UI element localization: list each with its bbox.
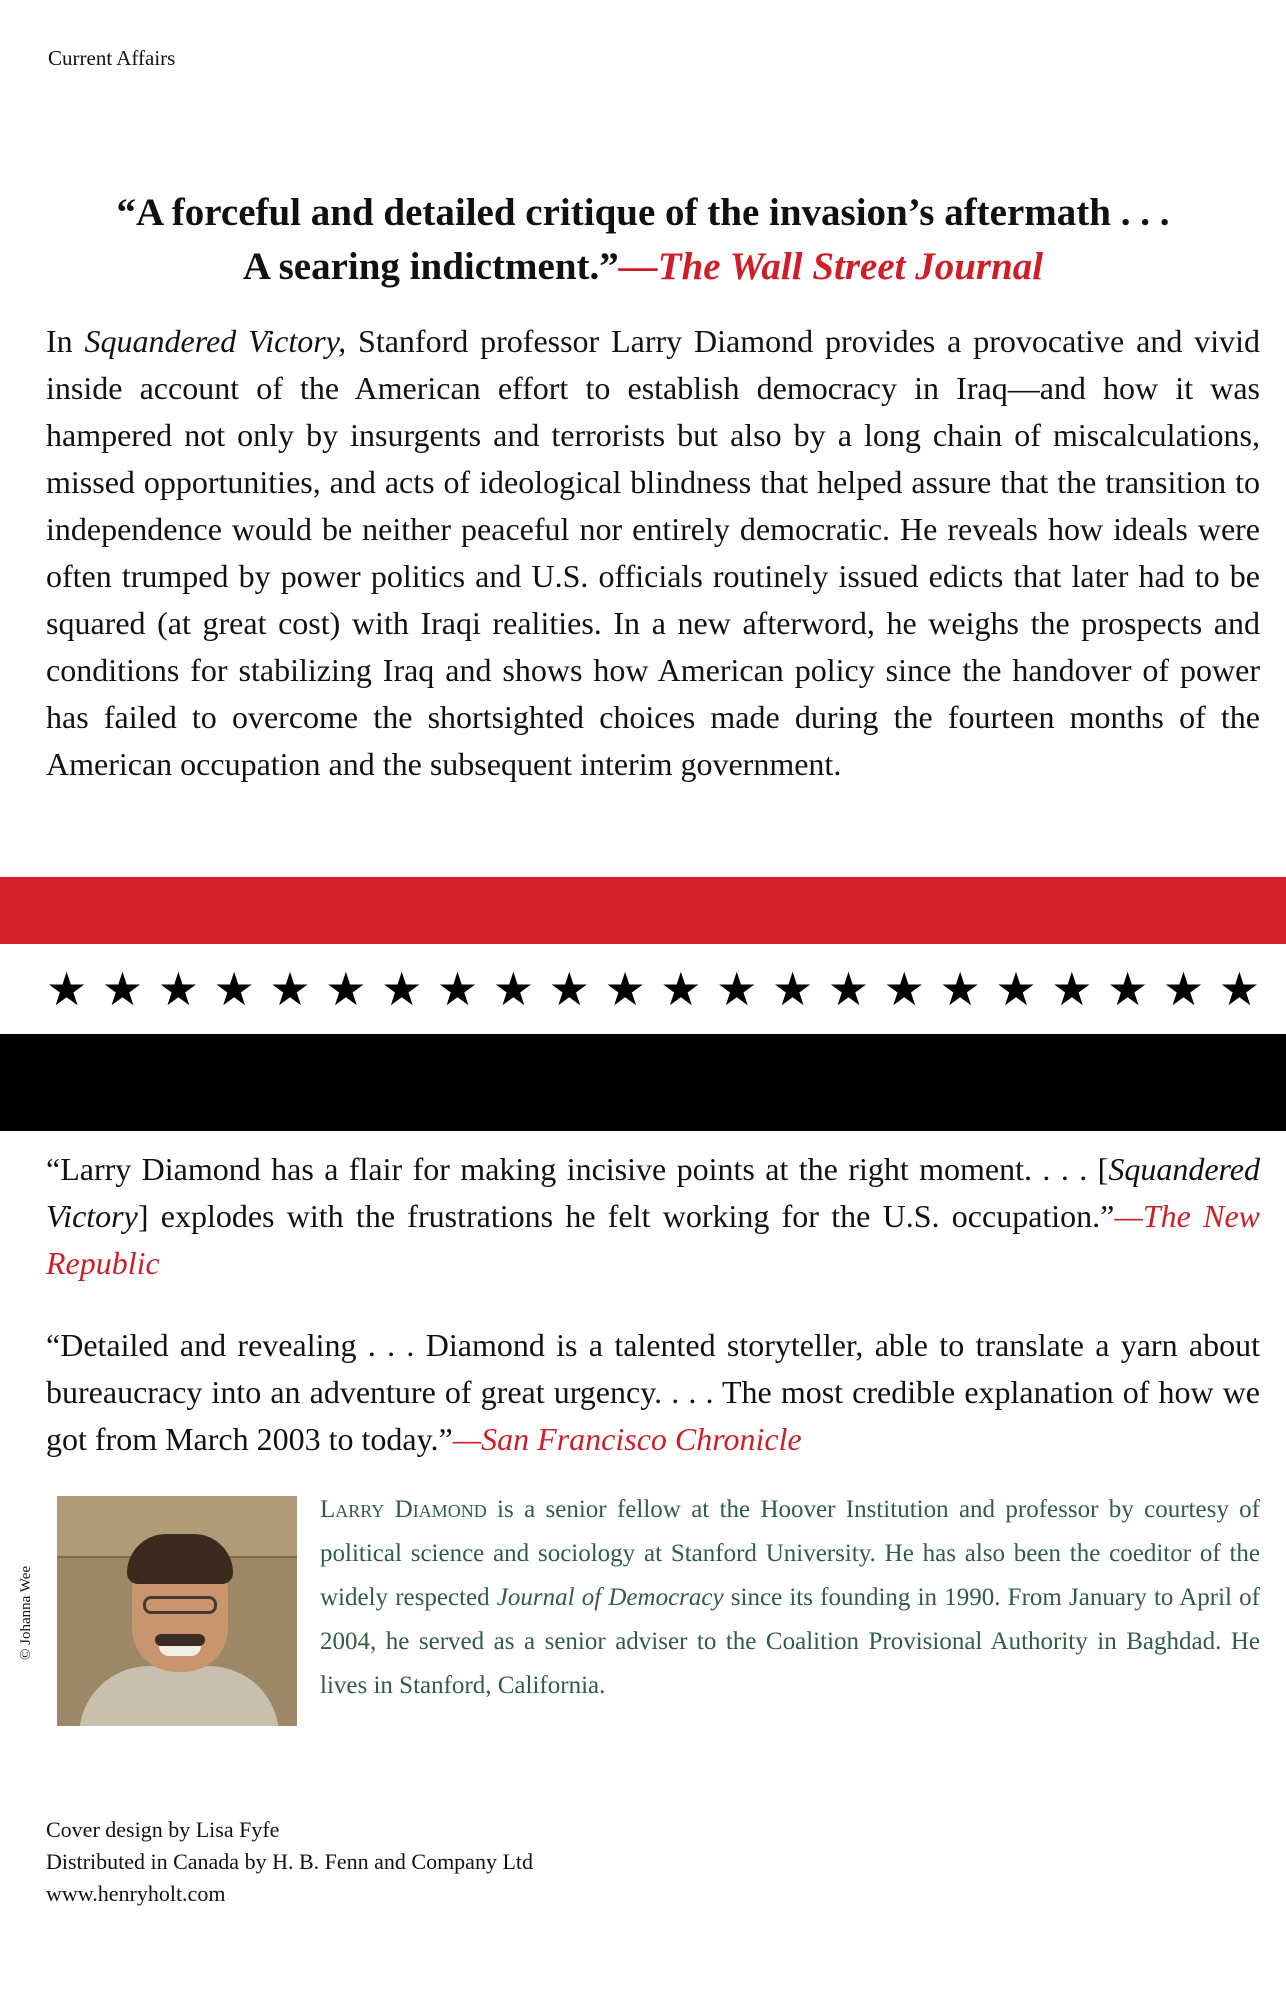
category-label: Current Affairs bbox=[48, 46, 176, 70]
photo-credit: © Johanna Wee bbox=[18, 1565, 34, 1660]
description-lead: In bbox=[46, 323, 85, 359]
bio-text-2: since its founding in 1990. From January to April of 2004, he served as a senior adviser to the Coalition Provisional Authority in Baghdad. He lives in Stanford, California. bbox=[320, 1584, 1260, 1699]
star-icon: ★ bbox=[939, 964, 981, 1015]
red-stripe bbox=[0, 877, 1286, 944]
distribution-credit: Distributed in Canada by H. B. Fenn and Company Ltd bbox=[46, 1849, 533, 1874]
black-stripe bbox=[0, 1034, 1286, 1131]
headline-line-2 bbox=[40, 240, 1246, 294]
star-icon: ★ bbox=[325, 964, 367, 1015]
headline-line-1: “A forceful and detailed critique of the invasion’s aftermath . . . bbox=[116, 191, 1170, 234]
bio-journal-title: Journal of Democracy bbox=[496, 1584, 724, 1611]
star-icon: ★ bbox=[995, 964, 1037, 1015]
review-quote-new-republic bbox=[46, 1146, 1260, 1287]
publisher-website: www.henryholt.com bbox=[46, 1881, 226, 1906]
star-icon: ★ bbox=[1162, 964, 1205, 1015]
quote1-part2: ] explodes with the frustrations he felt working for the U.S. occupation.” bbox=[137, 1198, 1115, 1234]
star-icon: ★ bbox=[436, 964, 479, 1015]
star-icon: ★ bbox=[1107, 964, 1149, 1015]
star-icon: ★ bbox=[492, 964, 534, 1015]
review-quote-sf-chronicle bbox=[46, 1322, 1260, 1463]
star-icon: ★ bbox=[1218, 964, 1260, 1015]
author-bio bbox=[320, 1488, 1260, 1708]
description-text: Stanford professor Larry Diamond provides a provocative and vivid inside account of the American effort to establish democracy in Iraq—and how it was hampered not only by insurgents and terrorists but also by a long chain of miscalculations, missed opportunities, and acts of ideological blindness that helped assure that the transition to independence would be neither peaceful nor entirely democratic. He reveals how ideals were often trumped by power politics and U.S. officials routinely issued edicts that later had to be squared (at great cost) with Iraqi realities. In a new afterword, he weighs the prospects and conditions for stabilizing Iraq and shows how American policy since the handover of power has failed to overcome the shortsighted choices made during the fourteen months of the American occupation and the subsequent interim government. bbox=[46, 323, 1261, 782]
star-icon: ★ bbox=[548, 964, 590, 1015]
star-icon: ★ bbox=[827, 964, 870, 1015]
star-icon: ★ bbox=[660, 964, 702, 1015]
headline-source: —The Wall Street Journal bbox=[618, 245, 1044, 288]
footer-credits bbox=[46, 1814, 533, 1910]
star-icon: ★ bbox=[716, 964, 758, 1015]
headline-line-2-text: A searing indictment.” bbox=[242, 245, 619, 288]
star-icon: ★ bbox=[604, 964, 646, 1015]
quote2-source: —San Francisco Chronicle bbox=[452, 1421, 802, 1457]
star-icon: ★ bbox=[883, 964, 925, 1015]
star-icon: ★ bbox=[269, 964, 311, 1015]
author-photo bbox=[57, 1496, 297, 1726]
star-icon: ★ bbox=[157, 964, 199, 1015]
star-icon: ★ bbox=[381, 964, 423, 1015]
star-icon: ★ bbox=[1051, 964, 1093, 1015]
quote1-book-title: Squandered Victory bbox=[46, 1151, 1260, 1234]
star-icon: ★ bbox=[46, 964, 88, 1015]
star-row bbox=[46, 955, 1260, 1025]
star-icon: ★ bbox=[213, 964, 255, 1015]
headline-quote bbox=[40, 186, 1246, 294]
bio-text-1: is a senior fellow at the Hoover Institution and professor by courtesy of political science and sociology at Stanford University. He has also been the coeditor of the widely respected bbox=[320, 1496, 1260, 1611]
star-icon: ★ bbox=[771, 964, 814, 1015]
author-name: Larry Diamond bbox=[320, 1496, 487, 1523]
book-description bbox=[46, 318, 1260, 788]
star-icon: ★ bbox=[101, 964, 144, 1015]
quote1-part1: “Larry Diamond has a flair for making incisive points at the right moment. . . . [ bbox=[46, 1151, 1109, 1187]
quote2-text: “Detailed and revealing . . . Diamond is a talented storyteller, able to translate a yarn about bureaucracy into an adventure of great urgency. . . . The most credible explanation of how we got from March 2003 to today.” bbox=[46, 1327, 1260, 1457]
cover-design-credit: Cover design by Lisa Fyfe bbox=[46, 1817, 280, 1842]
description-book-title: Squandered Victory, bbox=[84, 323, 347, 359]
quote1-source: —The New Republic bbox=[46, 1198, 1261, 1281]
